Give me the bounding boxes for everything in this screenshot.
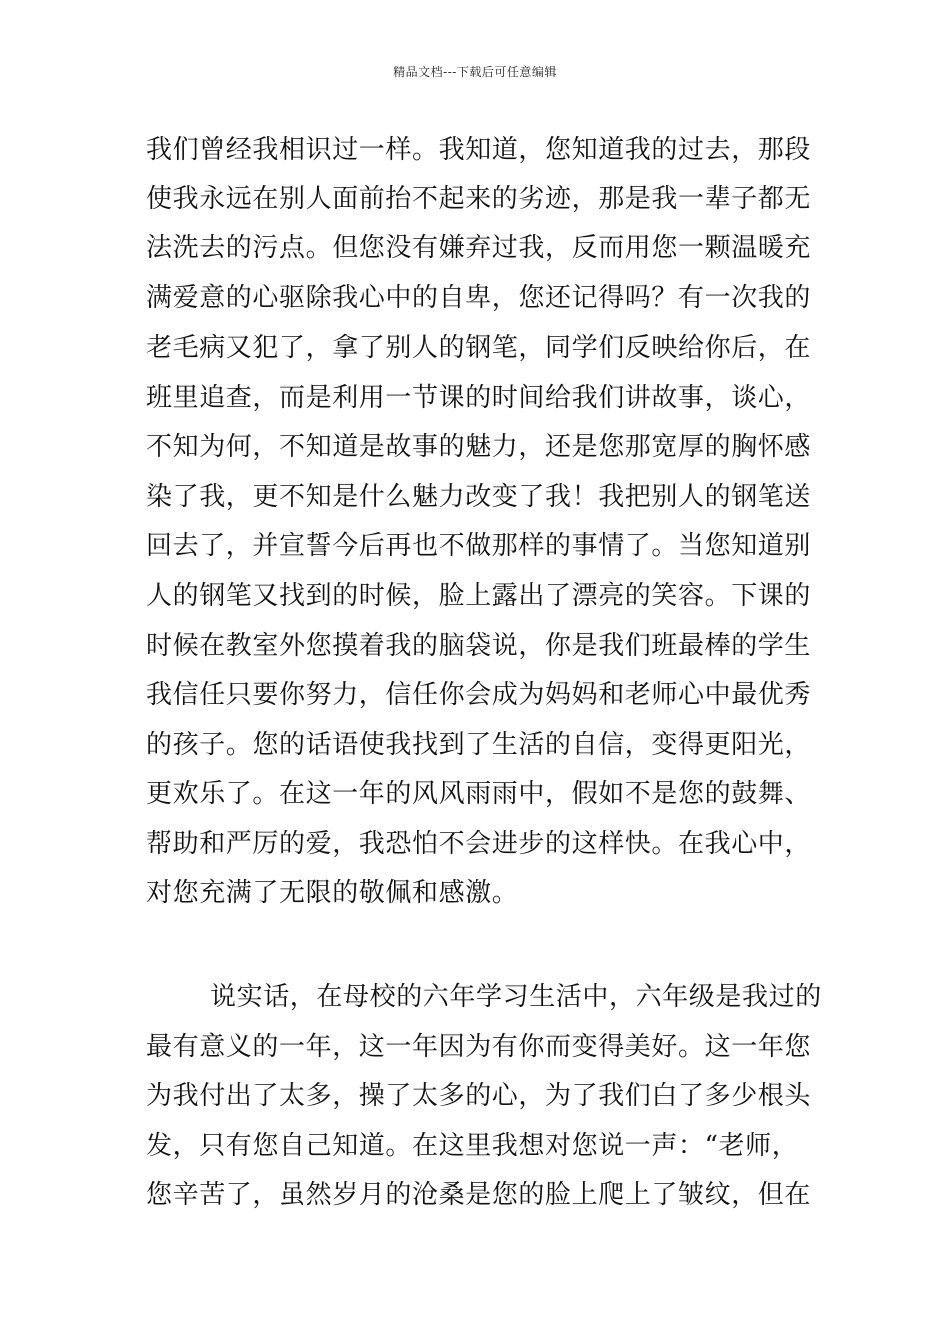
- paragraph-line: 更欢乐了。在这一年的风风雨雨中，假如不是您的鼓舞、: [146, 779, 812, 809]
- paragraph-line: 满爱意的心驱除我心中的自卑，您还记得吗？有一次我的: [146, 283, 812, 313]
- paragraph-line: 说实话，在母校的六年学习生活中，六年级是我过的: [210, 982, 822, 1012]
- paragraph-line: 班里追查，而是利用一节课的时间给我们讲故事，谈心，: [146, 383, 812, 413]
- paragraph-line: 人的钢笔又找到的时候，脸上露出了漂亮的笑容。下课的: [146, 581, 812, 611]
- paragraph-line: 染了我，更不知是什么魅力改变了我！我把别人的钢笔送: [146, 482, 812, 512]
- paragraph-line: 法洗去的污点。但您没有嫌弃过我，反而用您一颗温暖充: [146, 233, 812, 263]
- paragraph-line: 最有意义的一年，这一年因为有你而变得美好。这一年您: [146, 1032, 812, 1062]
- paragraph-line: 不知为何，不知道是故事的魅力，还是您那宽厚的胸怀感: [146, 432, 812, 462]
- paragraph-line: 对您充满了无限的敬佩和感激。: [146, 878, 519, 908]
- paragraph-line: 我们曾经我相识过一样。我知道，您知道我的过去，那段: [146, 135, 812, 165]
- paragraph-line: 帮助和严厉的爱，我恐怕不会进步的这样快。在我心中，: [146, 829, 812, 859]
- paragraph-line: 您辛苦了，虽然岁月的沧桑是您的脸上爬上了皱纹，但在: [146, 1180, 812, 1210]
- paragraph-line: 回去了，并宣誓今后再也不做那样的事情了。当您知道别: [146, 531, 812, 561]
- paragraph-line: 发，只有您自己知道。在这里我想对您说一声：“老师，: [146, 1131, 799, 1161]
- paragraph-line: 为我付出了太多，操了太多的心，为了我们白了多少根头: [146, 1081, 812, 1111]
- page-header: 精品文档---下载后可任意编辑: [393, 65, 557, 79]
- paragraph-line: 使我永远在别人面前抬不起来的劣迹，那是我一辈子都无: [146, 184, 812, 214]
- paragraph-line: 我信任只要你努力，信任你会成为妈妈和老师心中最优秀: [146, 680, 812, 710]
- paragraph-line: 的孩子。您的话语使我找到了生活的自信，变得更阳光，: [146, 730, 812, 760]
- paragraph-line: 老毛病又犯了，拿了别人的钢笔，同学们反映给你后，在: [146, 333, 812, 363]
- paragraph-line: 时候在教室外您摸着我的脑袋说，你是我们班最棒的学生: [146, 631, 812, 661]
